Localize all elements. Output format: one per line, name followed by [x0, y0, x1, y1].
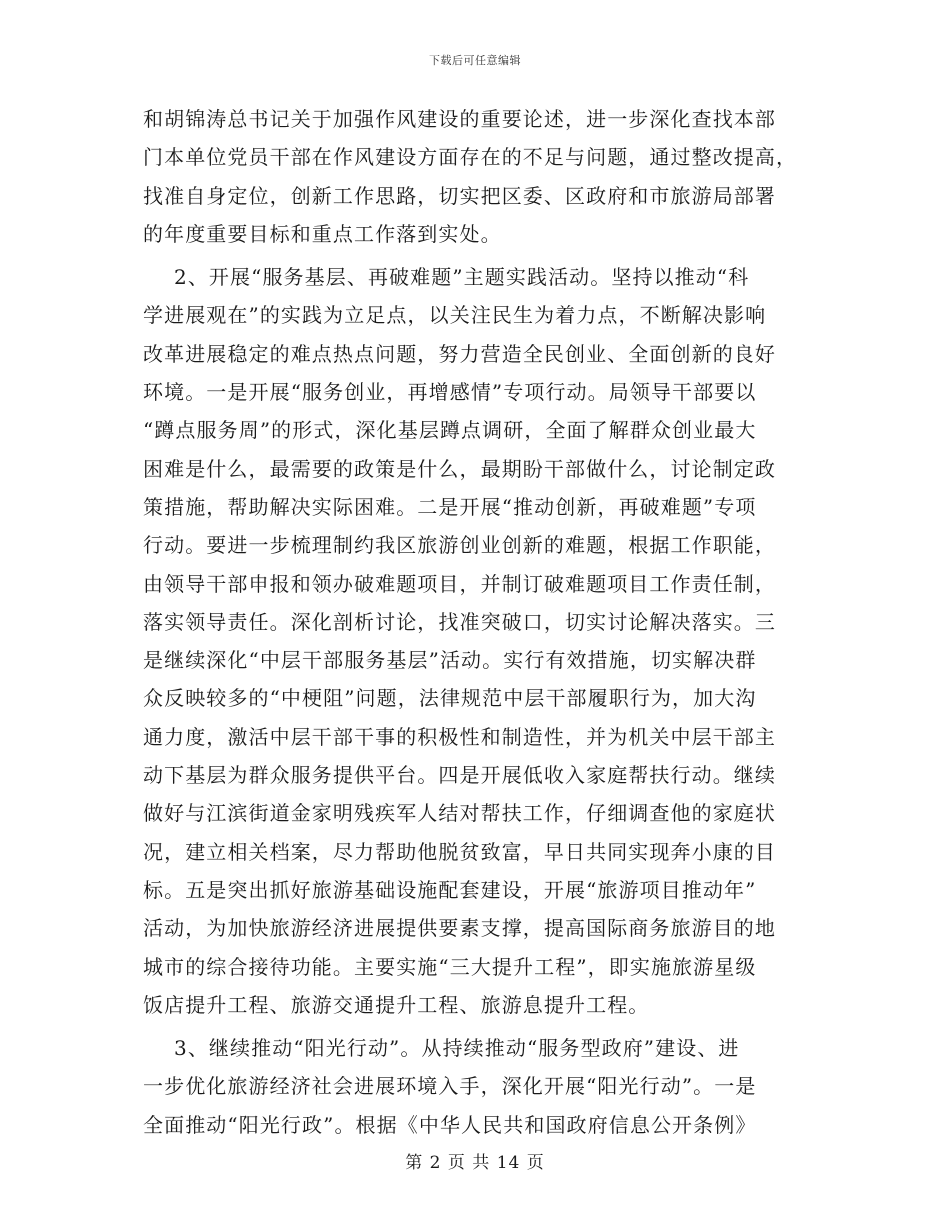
- text-line: 门本单位党员干部在作风建设方面存在的不足与问题，通过整改提高，: [143, 145, 798, 170]
- text-line: 动下基层为群众服务提供平台。四是开展低收入家庭帮扶行动。继续: [143, 763, 776, 788]
- text-line: 活动，为加快旅游经济进展提供要素支撑，提高国际商务旅游目的地: [143, 916, 776, 941]
- text-line: 策措施，帮助解决实际困难。二是开展“推动创新，再破难题”专项: [143, 494, 757, 519]
- text-line: 改革进展稳定的难点热点问题，努力营造全民创业、全面创新的良好: [143, 341, 776, 366]
- text-line: 全面推动“阳光行政”。根据《中华人民共和国政府信息公开条例》: [143, 1112, 757, 1137]
- text-line: 况，建立相关档案，尽力帮助他脱贫致富，早日共同实现奔小康的目: [143, 839, 776, 864]
- text-line: 行动。要进一步梳理制约我区旅游创业创新的难题，根据工作职能，: [143, 533, 776, 558]
- text-line: 由领导干部申报和领办破难题项目，并制订破难题项目工作责任制，: [143, 571, 776, 596]
- text-line: 饭店提升工程、旅游交通提升工程、旅游息提升工程。: [143, 992, 650, 1017]
- document-body: [143, 100, 808, 1144]
- text-line: 学进展观在”的实践为立足点，以关注民生为着力点，不断解决影响: [143, 303, 767, 328]
- text-line: “蹲点服务周”的形式，深化基层蹲点调研，全面了解群众创业最大: [143, 418, 757, 443]
- text-line: 城市的综合接待功能。主要实施“三大提升工程”，即实施旅游星级: [143, 954, 757, 979]
- text-line: 是继续深化“中层干部服务基层”活动。实行有效措施，切实解决群: [143, 648, 757, 673]
- text-line: 落实领导责任。深化剖析讨论，找准突破口，切实讨论解决落实。三: [143, 609, 776, 634]
- text-line: 标。五是突出抓好旅游基础设施配套建设，开展“旅游项目推动年”: [143, 877, 757, 902]
- paragraph-2: [143, 258, 808, 1024]
- page-header: 下载后可任意编辑: [429, 54, 521, 67]
- text-line: 的年度重要目标和重点工作落到实处。: [143, 221, 502, 246]
- paragraph-1: [143, 100, 808, 253]
- page-number-footer: 第 2 页 共 14 页: [405, 1153, 545, 1173]
- text-line: 和胡锦涛总书记关于加强作风建设的重要论述，进一步深化查找本部: [143, 107, 776, 131]
- text-line: 做好与江滨街道金家明残疾军人结对帮扶工作，仔细调查他的家庭状: [143, 801, 776, 826]
- text-line: 3、继续推动“阳光行动”。从持续推动“服务型政府”建设、进: [174, 1036, 740, 1061]
- text-line: 一步优化旅游经济社会进展环境入手，深化开展“阳光行动”。一是: [143, 1074, 757, 1099]
- text-line: 环境。一是开展“服务创业，再增感情”专项行动。局领导干部要以: [143, 380, 757, 405]
- text-line: 众反映较多的“中梗阻”问题，法律规范中层干部履职行为，加大沟: [143, 686, 757, 711]
- text-line: 找准自身定位，创新工作思路，切实把区委、区政府和市旅游局部署: [143, 183, 776, 208]
- paragraph-3: [143, 1029, 808, 1144]
- text-line: 困难是什么，最需要的政策是什么，最期盼干部做什么，讨论制定政: [143, 456, 776, 481]
- text-line: 2、开展“服务基层、再破难题”主题实践活动。坚持以推动“科: [174, 265, 750, 290]
- text-line: 通力度，激活中层干部干事的积极性和制造性，并为机关中层干部主: [143, 724, 776, 749]
